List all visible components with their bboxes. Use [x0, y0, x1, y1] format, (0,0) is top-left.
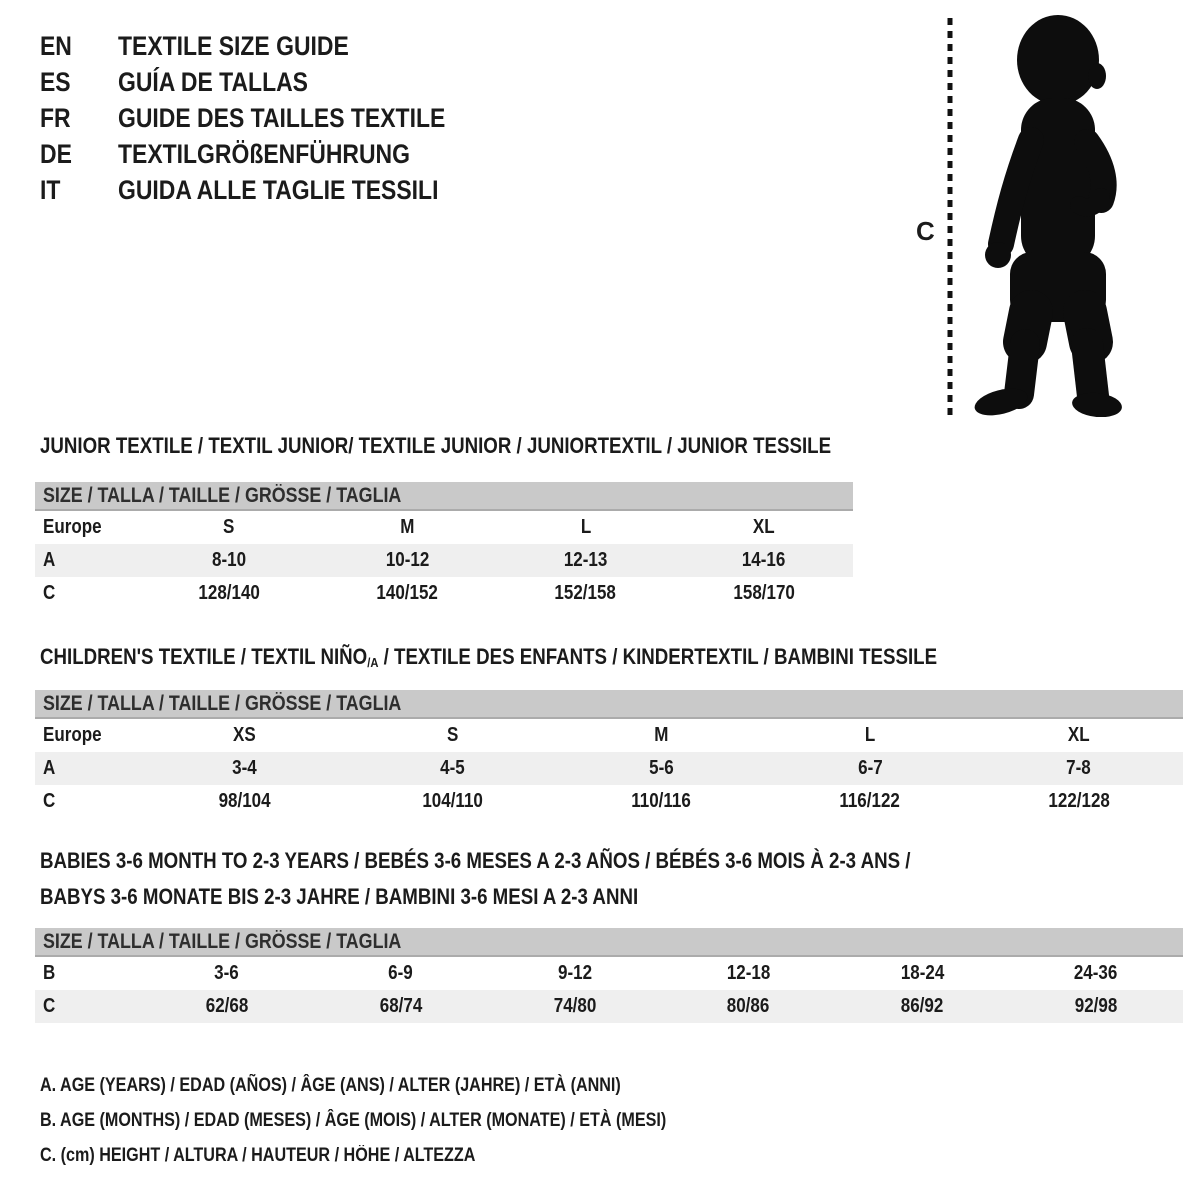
measure-legend [40, 1068, 777, 1173]
language-guide-title: TEXTILGRÖßENFÜHRUNG [118, 138, 410, 169]
size-cell: XL [1067, 724, 1090, 746]
height-cell: 104/110 [422, 790, 484, 812]
age-cell: 10-12 [385, 549, 430, 571]
height-cell: 140/152 [376, 582, 439, 604]
months-cell: 6-9 [388, 962, 414, 984]
age-cell: 8-10 [212, 549, 247, 571]
size-cell: L [864, 724, 876, 746]
row-label: C [43, 582, 56, 604]
table-row-height [35, 785, 1183, 818]
nino-a-subscript: /A [367, 655, 379, 670]
table-row-age [35, 752, 1183, 785]
height-cell: 92/98 [1074, 995, 1118, 1017]
age-cell: 4-5 [440, 757, 466, 779]
height-cell: 128/140 [198, 582, 260, 604]
language-row-en [40, 28, 503, 64]
babies-section-title-line2: BABYS 3-6 MONATE BIS 2-3 JAHRE / BAMBINI 3-6 MESI A 2-3 ANNI [40, 884, 639, 909]
language-row-es [40, 64, 503, 100]
language-guide-title: GUIDA ALLE TAGLIE TESSILI [118, 174, 439, 205]
height-cell: 98/104 [218, 790, 271, 812]
language-row-de [40, 136, 503, 172]
table-row-months [35, 957, 1183, 990]
height-cell: 86/92 [900, 995, 944, 1017]
height-measure-line [940, 14, 960, 424]
size-cell: XS [232, 724, 256, 746]
language-guide-title: GUÍA DE TALLAS [118, 66, 308, 97]
size-cell: S [223, 516, 235, 538]
row-label: C [43, 790, 56, 812]
table-row-europe [35, 511, 853, 544]
table-row-height [35, 577, 853, 610]
children-size-table [35, 690, 1183, 818]
language-code: IT [40, 174, 61, 205]
height-cell: 158/170 [733, 582, 795, 604]
size-header-bar: SIZE / TALLA / TAILLE / GRÖSSE / TAGLIA [35, 482, 853, 511]
height-cell: 62/68 [205, 995, 249, 1017]
legend-line-height-cm: C. (cm) HEIGHT / ALTURA / HAUTEUR / HÖHE / ALTEZZA [40, 1144, 476, 1166]
row-label: A [43, 549, 56, 571]
table-row-age [35, 544, 853, 577]
age-cell: 7-8 [1066, 757, 1091, 779]
toddler-silhouette-icon [965, 12, 1140, 417]
height-cell: 122/128 [1047, 790, 1110, 812]
age-cell: 5-6 [649, 757, 674, 779]
size-cell: L [580, 516, 591, 538]
height-measure-label: C [916, 216, 935, 246]
height-cell: 80/86 [727, 995, 770, 1017]
language-code: ES [40, 66, 71, 97]
babies-size-table [35, 928, 1183, 1023]
height-cell: 110/116 [631, 790, 692, 812]
row-label: C [43, 995, 56, 1017]
row-label: A [43, 757, 56, 779]
size-cell: M [654, 724, 669, 746]
height-cell: 68/74 [379, 995, 423, 1017]
junior-size-table [35, 482, 853, 610]
row-label: Europe [43, 724, 102, 746]
months-cell: 18-24 [900, 962, 944, 984]
age-cell: 6-7 [857, 757, 883, 779]
height-figure [900, 0, 1200, 440]
size-cell: XL [753, 516, 775, 538]
height-cell: 116/122 [839, 790, 901, 812]
size-header-bar: SIZE / TALLA / TAILLE / GRÖSSE / TAGLIA [35, 690, 1183, 719]
children-section-title: CHILDREN'S TEXTILE / TEXTIL NIÑO/A / TEXTILE DES ENFANTS / KINDERTEXTIL / BAMBINI TESSILE [40, 644, 938, 670]
size-header-bar: SIZE / TALLA / TAILLE / GRÖSSE / TAGLIA [35, 928, 1183, 957]
row-label: B [43, 962, 56, 984]
months-cell: 12-18 [726, 962, 771, 984]
size-cell: S [447, 724, 459, 746]
language-title-list [40, 28, 503, 208]
months-cell: 24-36 [1074, 962, 1118, 984]
babies-section-title-line1: BABIES 3-6 MONTH TO 2-3 YEARS / BEBÉS 3-6 MESES A 2-3 AÑOS / BÉBÉS 3-6 MOIS À 2-3 ANS / [40, 848, 911, 873]
age-cell: 14-16 [742, 549, 786, 571]
size-cell: M [400, 516, 415, 538]
height-cell: 74/80 [553, 995, 596, 1017]
language-guide-title: GUIDE DES TAILLES TEXTILE [118, 102, 446, 133]
language-code: DE [40, 138, 72, 169]
language-code: EN [40, 30, 72, 61]
legend-line-age-months: B. AGE (MONTHS) / EDAD (MESES) / ÂGE (MOIS) / ALTER (MONATE) / ETÀ (MESI) [40, 1109, 667, 1131]
legend-line-age-years: A. AGE (YEARS) / EDAD (AÑOS) / ÂGE (ANS) / ALTER (JAHRE) / ETÀ (ANNI) [40, 1074, 621, 1096]
table-row-europe [35, 719, 1183, 752]
table-row-height [35, 990, 1183, 1023]
language-row-fr [40, 100, 503, 136]
months-cell: 9-12 [557, 962, 592, 984]
age-cell: 12-13 [563, 549, 608, 571]
language-row-it [40, 172, 503, 208]
language-code: FR [40, 102, 71, 133]
row-label: Europe [43, 516, 102, 538]
age-cell: 3-4 [232, 757, 257, 779]
months-cell: 3-6 [214, 962, 240, 984]
junior-section-title: JUNIOR TEXTILE / TEXTIL JUNIOR/ TEXTILE JUNIOR / JUNIORTEXTIL / JUNIOR TESSILE [40, 433, 832, 458]
language-guide-title: TEXTILE SIZE GUIDE [118, 30, 349, 61]
height-cell: 152/158 [554, 582, 617, 604]
